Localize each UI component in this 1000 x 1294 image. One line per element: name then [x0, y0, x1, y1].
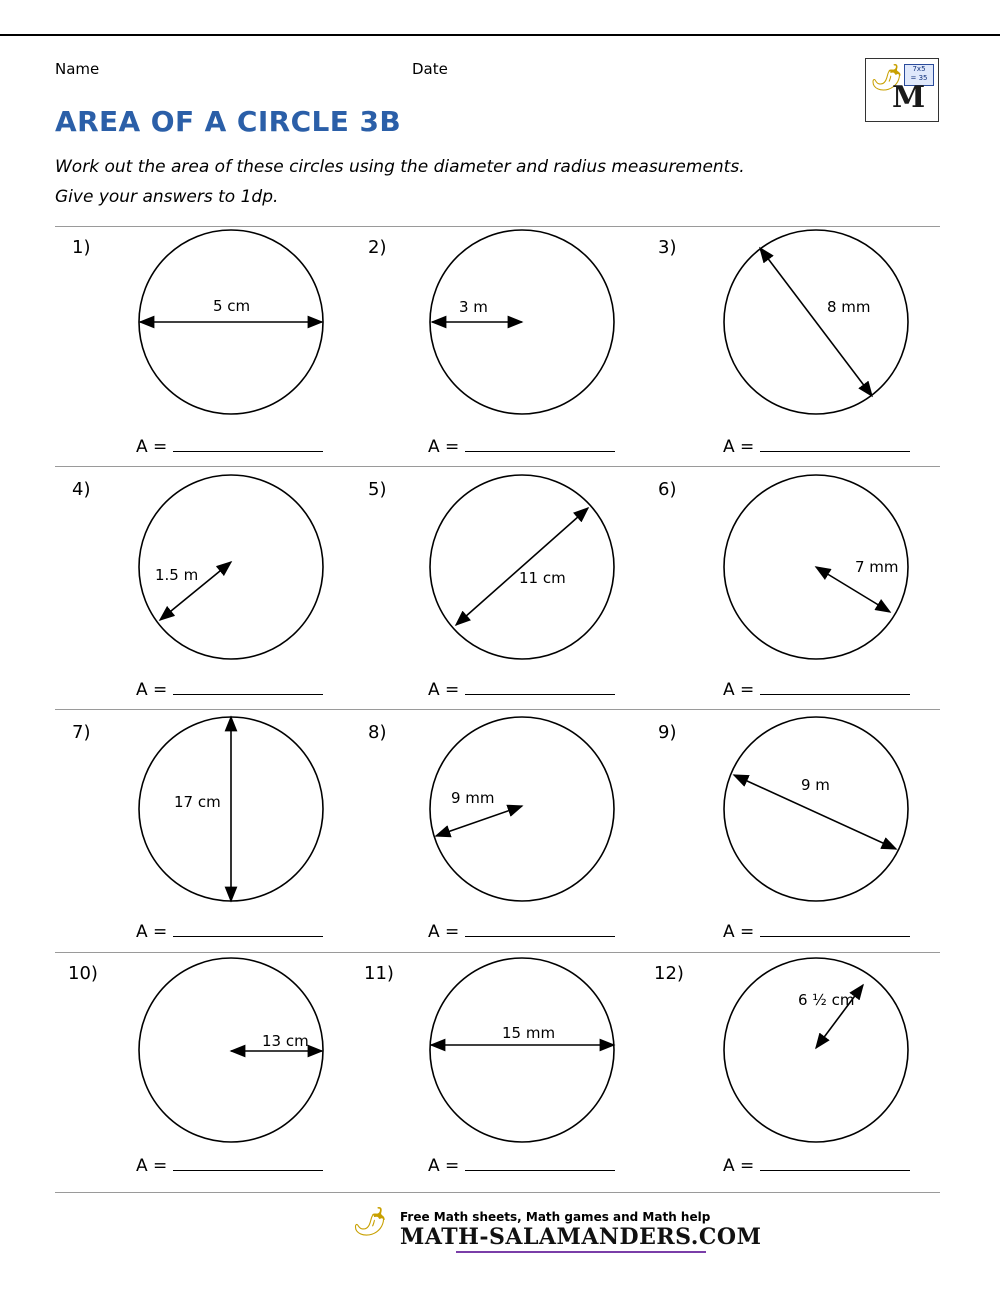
instructions-line-1: Work out the area of these circles using the diameter and radius measurements.: [55, 157, 745, 177]
instructions-line-2: Give your answers to 1dp.: [55, 187, 279, 207]
answer-field[interactable]: [723, 922, 910, 942]
footer-salamander-icon: 🌶: [352, 1205, 388, 1238]
flashcard-line2: = 35: [910, 74, 928, 82]
measure-label: 3 m: [459, 298, 488, 316]
answer-prefix: A =: [428, 1156, 460, 1176]
answer-field[interactable]: [136, 680, 323, 700]
flashcard-line1: 7x5: [912, 65, 926, 73]
top-divider: [0, 34, 1000, 36]
answer-blank[interactable]: [760, 1156, 910, 1171]
measure-label: 1.5 m: [155, 566, 199, 584]
answer-field[interactable]: [136, 437, 323, 457]
answer-blank[interactable]: [465, 680, 615, 695]
row-divider-2: [55, 709, 940, 710]
problem-number: 8): [368, 722, 387, 743]
problem-number: 2): [368, 237, 387, 258]
answer-field[interactable]: [723, 437, 910, 457]
answer-prefix: A =: [723, 680, 755, 700]
answer-blank[interactable]: [465, 1156, 615, 1171]
problem-number: 7): [72, 722, 91, 743]
measure-label: 17 cm: [174, 793, 221, 811]
instructions: [55, 152, 915, 212]
answer-blank[interactable]: [465, 437, 615, 452]
page-title: AREA OF A CIRCLE 3B: [55, 105, 402, 138]
measure-label: 5 cm: [213, 297, 251, 315]
problem-number: 9): [658, 722, 677, 743]
answer-prefix: A =: [723, 922, 755, 942]
answer-prefix: A =: [723, 437, 755, 457]
measure-label: 11 cm: [519, 569, 566, 587]
problem-number: 1): [72, 237, 91, 258]
answer-prefix: A =: [428, 922, 460, 942]
answer-field[interactable]: [428, 437, 615, 457]
measure-label: 9 mm: [451, 789, 495, 807]
row-divider-1: [55, 466, 940, 467]
problem-number: 4): [72, 479, 91, 500]
answer-field[interactable]: [723, 680, 910, 700]
answer-blank[interactable]: [173, 680, 323, 695]
footer-url[interactable]: MATH-SALAMANDERS.COM: [400, 1224, 762, 1250]
problem-number: 11): [364, 963, 394, 984]
answer-blank[interactable]: [760, 922, 910, 937]
answer-field[interactable]: [136, 1156, 323, 1176]
problem-number: 10): [68, 963, 98, 984]
answer-field[interactable]: [428, 922, 615, 942]
problem-number: 5): [368, 479, 387, 500]
problem-number: 12): [654, 963, 684, 984]
salamander-icon: 🌶: [870, 63, 904, 93]
answer-blank[interactable]: [173, 922, 323, 937]
answer-blank[interactable]: [760, 437, 910, 452]
measure-label: 15 mm: [502, 1024, 556, 1042]
footer: [400, 1210, 761, 1253]
row-divider-3: [55, 952, 940, 953]
row-divider-top: [55, 226, 940, 227]
answer-blank[interactable]: [760, 680, 910, 695]
answer-blank[interactable]: [173, 437, 323, 452]
answer-blank[interactable]: [173, 1156, 323, 1171]
measure-label: 9 m: [801, 776, 830, 794]
answer-prefix: A =: [136, 1156, 168, 1176]
answer-prefix: A =: [428, 437, 460, 457]
answer-field[interactable]: [723, 1156, 910, 1176]
date-label: Date: [412, 60, 448, 78]
answer-prefix: A =: [723, 1156, 755, 1176]
answer-prefix: A =: [136, 922, 168, 942]
answer-prefix: A =: [136, 680, 168, 700]
footer-tagline: Free Math sheets, Math games and Math help: [400, 1210, 711, 1224]
row-divider-bottom: [55, 1192, 940, 1193]
measure-label: 6 ½ cm: [798, 991, 855, 1009]
problem-number: 6): [658, 479, 677, 500]
measure-label: 7 mm: [855, 558, 899, 576]
measure-label: 8 mm: [827, 298, 871, 316]
math-salamanders-logo: [865, 58, 939, 122]
logo-letter: M: [892, 80, 926, 115]
problem-number: 3): [658, 237, 677, 258]
answer-field[interactable]: [428, 680, 615, 700]
answer-blank[interactable]: [465, 922, 615, 937]
measure-label: 13 cm: [262, 1032, 309, 1050]
answer-field[interactable]: [428, 1156, 615, 1176]
answer-prefix: A =: [428, 680, 460, 700]
answer-field[interactable]: [136, 922, 323, 942]
answer-prefix: A =: [136, 437, 168, 457]
name-label: Name: [55, 60, 100, 78]
footer-underline: [456, 1251, 706, 1253]
